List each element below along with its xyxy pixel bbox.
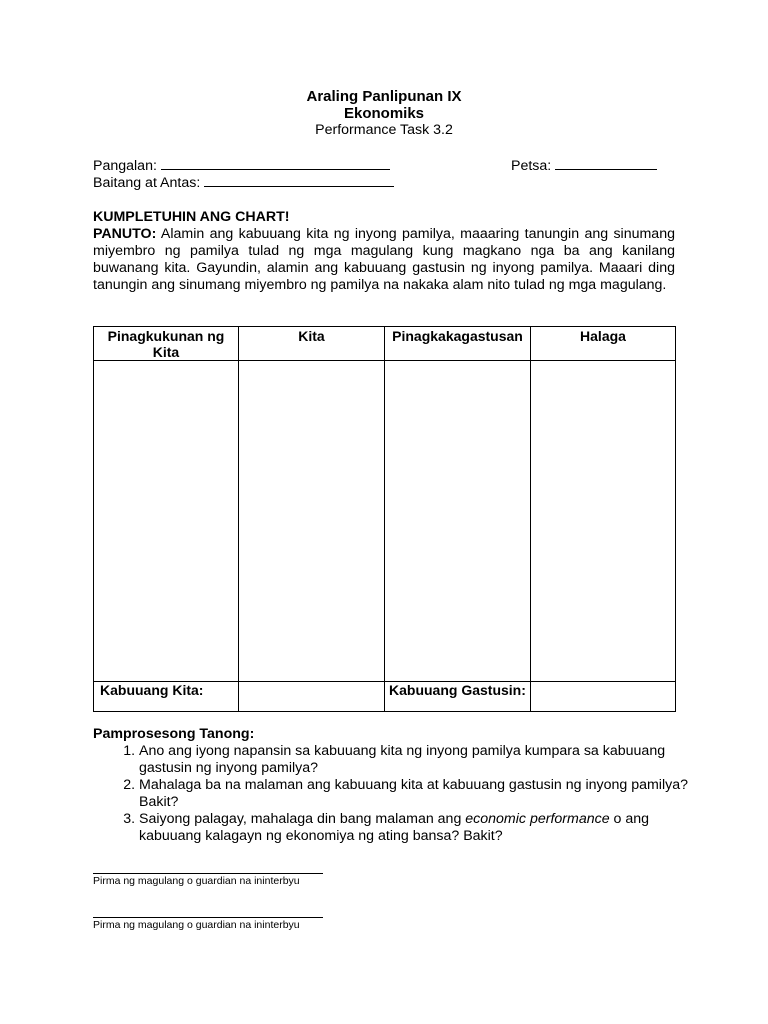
subject-title: Araling Panlipunan IX: [306, 88, 462, 105]
income-expense-table: [93, 326, 676, 712]
cell-pinagkakagastusan[interactable]: [385, 361, 531, 682]
signature-block-2: [93, 917, 323, 932]
totals-row: [94, 682, 676, 712]
cell-pinagkukunan[interactable]: [94, 361, 239, 682]
name-blank[interactable]: [161, 157, 390, 170]
header-kita: Kita: [239, 327, 385, 361]
processing-questions: [93, 726, 693, 845]
course-title: Ekonomiks: [343, 105, 425, 122]
signature-block-1: [93, 873, 323, 888]
header-halaga: Halaga: [531, 327, 676, 361]
total-income-label: Kabuuang Kita:: [94, 682, 239, 712]
instructions-title: KUMPLETUHIN ANG CHART!: [93, 209, 290, 225]
grade-blank[interactable]: [204, 174, 394, 187]
cell-halaga[interactable]: [531, 361, 676, 682]
instructions: [93, 209, 675, 294]
signature-line[interactable]: [93, 873, 323, 874]
panuto-paragraph: [93, 226, 675, 294]
total-expense-cell[interactable]: [531, 682, 676, 712]
header-pinagkukunan: Pinagkukunan ng Kita: [94, 327, 239, 361]
question-3: [139, 811, 693, 845]
table-row: [94, 361, 676, 682]
header-pinagkakagastusan: Pinagkakagastusan: [385, 327, 531, 361]
grade-label: Baitang at Antas:: [93, 175, 201, 191]
grade-field: [93, 174, 394, 192]
table-header-row: [94, 327, 676, 361]
date-blank[interactable]: [555, 157, 657, 170]
cell-kita[interactable]: [239, 361, 385, 682]
date-label: Petsa:: [511, 158, 552, 174]
question-3-italic: economic performance: [465, 811, 610, 827]
question-1: 1. Ano ang iyong napansin sa kabuuang kita ng inyong pamilya kumpara sa kabuuang gastusin ng inyong pamilya?: [139, 743, 693, 777]
task-title: Performance Task 3.2: [315, 122, 453, 138]
date-field: [511, 157, 657, 175]
signature-caption: Pirma ng magulang o guardian na ininterbyu: [93, 875, 300, 887]
name-field: [93, 157, 390, 175]
signature-line[interactable]: [93, 917, 323, 918]
questions-list: [93, 743, 693, 845]
questions-heading: Pamprosesong Tanong:: [93, 726, 255, 742]
question-2: 2. Mahalaga ba na malaman ang kabuuang kita at kabuuang gastusin ng inyong pamilya? Bakit?: [139, 777, 693, 811]
question-3-part-a: Saiyong palagay, mahalaga din bang malaman ang: [139, 811, 466, 827]
name-label: Pangalan:: [93, 158, 157, 174]
panuto-text: Alamin ang kabuuang kita ng inyong pamilya, maaaring tanungin ang sinumang miyembro ng pamilya tulad ng mga magulang kung magkano nga ba ang kanilang buwanang kita. Gayundin, alamin ang kabuuang gastusin ng inyong pamilya. Maaari ding tanungin ang sinumang miyembro ng pamilya na nakaka alam nito tulad ng mga magulang.: [93, 226, 675, 293]
document-header: [0, 88, 768, 139]
total-expense-label: Kabuuang Gastusin:: [385, 682, 531, 712]
total-income-cell[interactable]: [239, 682, 385, 712]
question-3-part-b: o ang kabuuang kalagayn ng ekonomiya ng ating bansa? Bakit?: [139, 811, 650, 844]
panuto-label: PANUTO:: [93, 226, 157, 242]
signature-caption: Pirma ng magulang o guardian na ininterbyu: [93, 919, 300, 931]
